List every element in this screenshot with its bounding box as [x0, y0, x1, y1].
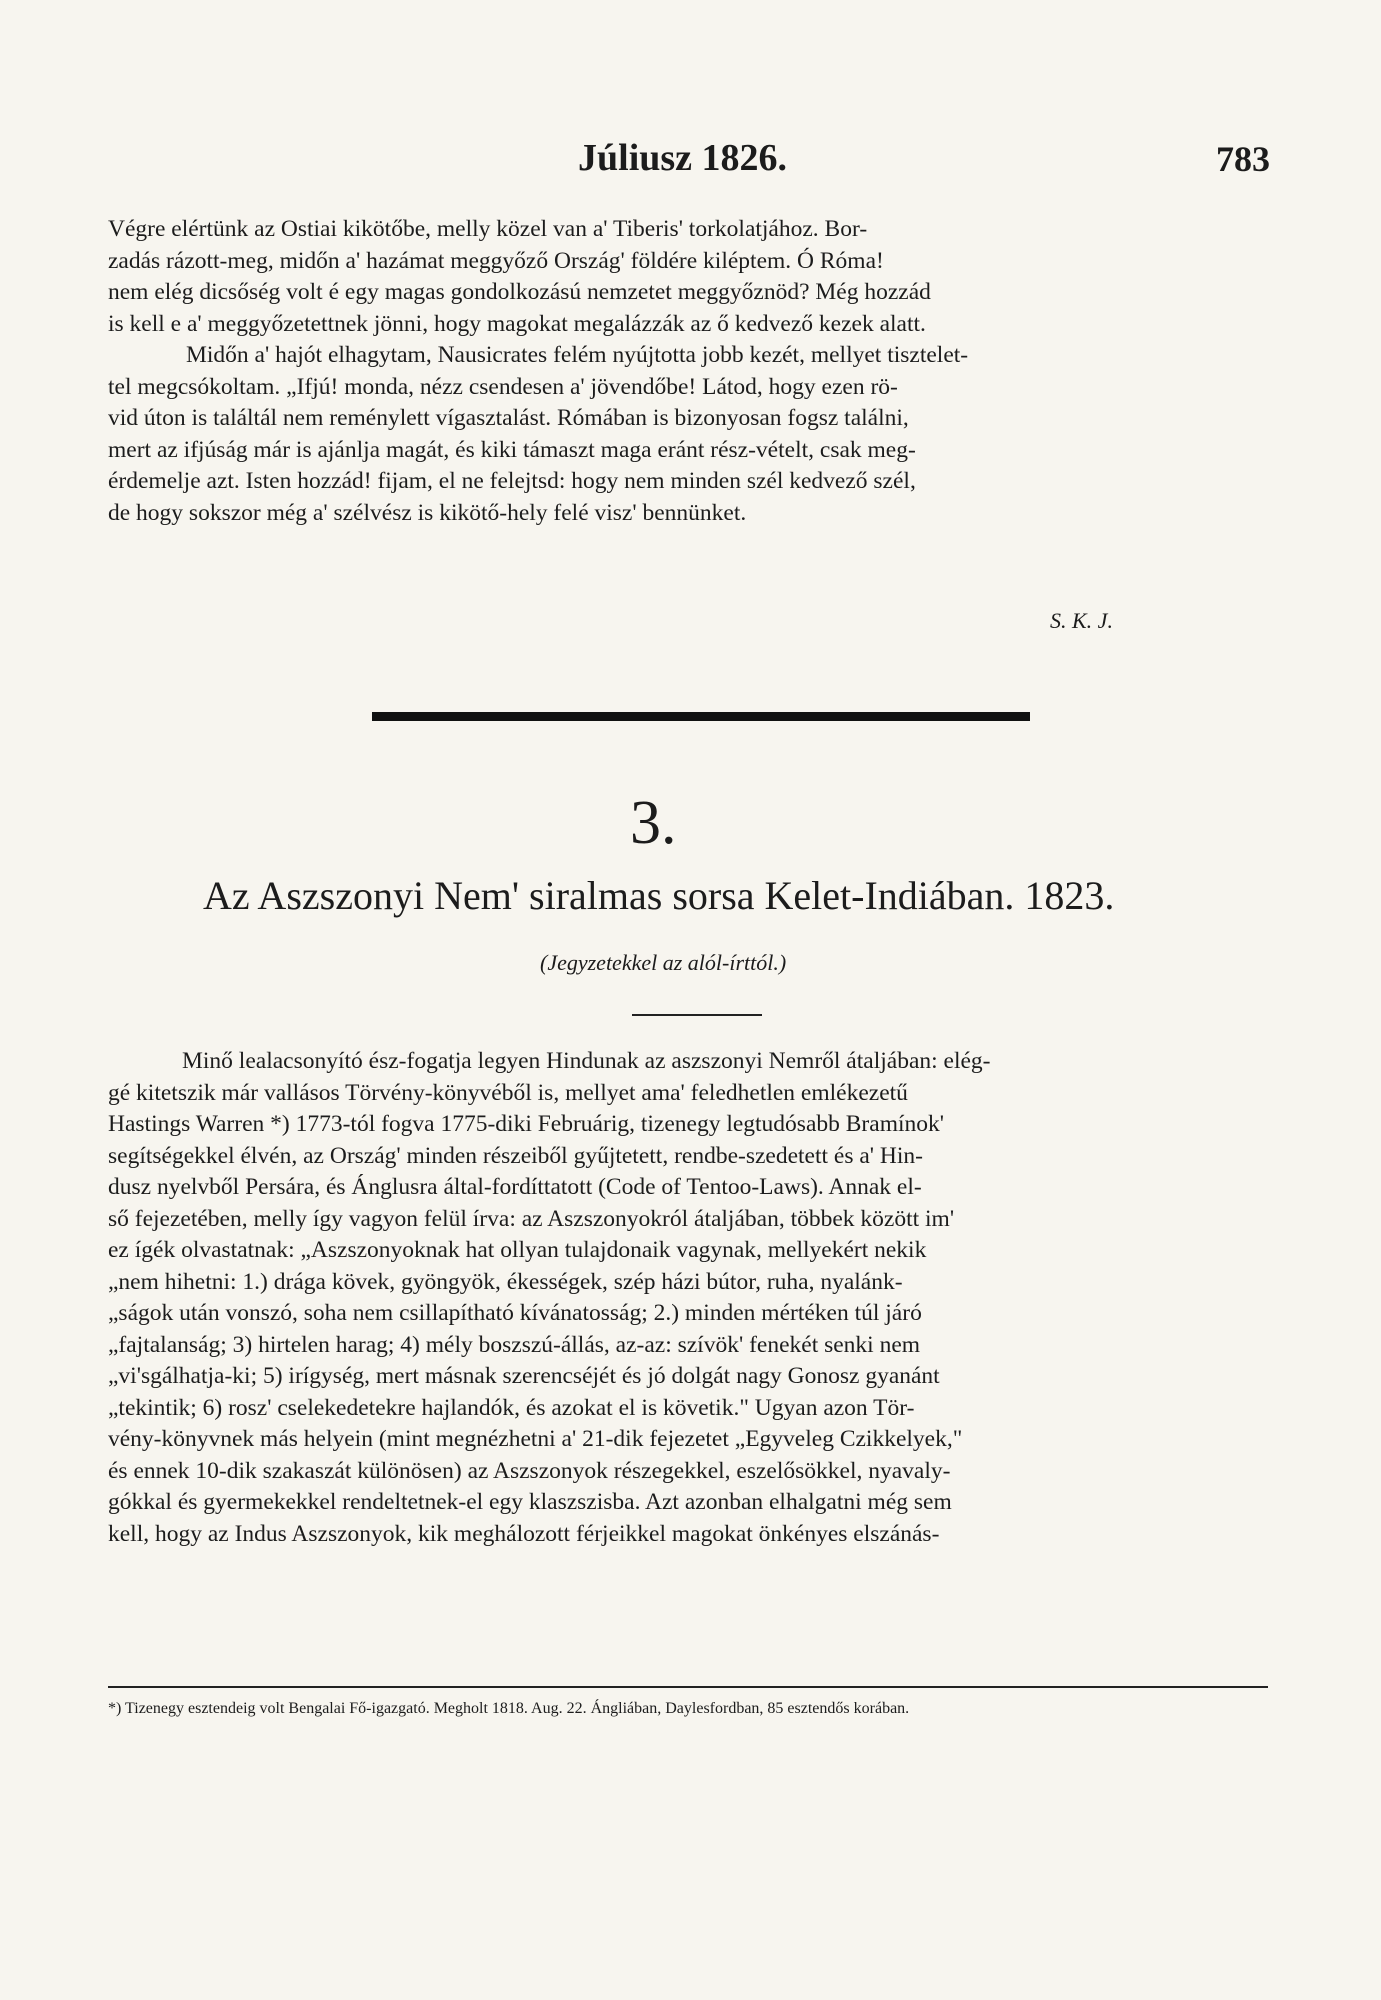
- text-line: gé kitetszik már vallásos Törvény-könyvéből is, mellyet ama' feledhetlen emlékezetű: [108, 1079, 908, 1106]
- section-divider: [372, 712, 1030, 721]
- text-line: tel megcsókoltam. „Ifjú! monda, nézz csendesen a' jövendőbe! Látod, hogy ezen rö-: [108, 373, 898, 400]
- text-line: ső fejezetében, melly így vagyon felül írva: az Aszszonyokról átaljában, többek között im': [108, 1205, 955, 1232]
- text-line: kell, hogy az Indus Aszszonyok, kik meghálozott férjeikkel magokat önkényes elszánás-: [108, 1520, 940, 1547]
- text-line: Midőn a' hajót elhagytam, Nausicrates felém nyújtotta jobb kezét, mellyet tisztelet-: [186, 342, 969, 368]
- text-line: „nem hihetni: 1.) drága kövek, gyöngyök, ékességek, szép házi bútor, ruha, nyalánk-: [108, 1268, 903, 1295]
- author-signature: S. K. J.: [1050, 608, 1113, 633]
- text-line: és ennek 10-dik szakaszát különösen) az Aszszonyok részegekkel, eszelősökkel, nyavaly-: [108, 1457, 951, 1484]
- running-title: Júliusz 1826.: [578, 137, 788, 179]
- text-line: segítségekkel élvén, az Ország' minden részeiből gyűjtetett, rendbe-szedetett és a' Hin-: [108, 1142, 923, 1169]
- text-line: Hastings Warren *) 1773-tól fogva 1775-diki Februárig, tizenegy legtudósabb Bramínok': [108, 1111, 944, 1137]
- text-line: Minő lealacsonyító ész-fogatja legyen Hindunak az aszszonyi Nemről átaljában: elég-: [182, 1048, 991, 1074]
- article-paragraph: [108, 1046, 1268, 1550]
- text-line: Végre elértünk az Ostiai kikötőbe, melly közel van a' Tiberis' torkolatjához. Bor-: [108, 216, 868, 242]
- text-line: is kell e a' meggyőzetettnek jönni, hogy magokat megalázzák az ő kedvező kezek alatt.: [108, 310, 926, 337]
- previous-article-paragraph: [108, 214, 1268, 529]
- text-line: „vi'sgálhatja-ki; 5) irígység, mert másnak szerencséjét és jó dolgát nagy Gonosz gyanánt: [108, 1363, 940, 1389]
- text-line: nem elég dicsőség volt é egy magas gondolkozású nemzetet meggyőznöd? Még hozzád: [108, 279, 931, 305]
- text-line: ez ígék olvastatnak: „Aszszonyoknak hat ollyan tulajdonaik vagynak, mellyekért nekik: [108, 1237, 927, 1263]
- footnote: *) Tizenegy esztendeig volt Bengalai Fő-igazgató. Megholt 1818. Aug. 22. Ángliában, Daylesfordban, 85 esztendős korában.: [108, 1700, 910, 1717]
- article-subtitle: (Jegyzetekkel az alól-írttól.): [540, 950, 787, 975]
- text-line: dusz nyelvből Persára, és Ánglusra által-fordíttatott (Code of Tentoo-Laws). Annak el-: [108, 1174, 922, 1200]
- text-line: de hogy sokszor még a' szélvész is kikötő-hely felé visz' bennünket.: [108, 499, 747, 526]
- text-line: érdemelje azt. Isten hozzád! fijam, el ne felejtsd: hogy nem minden szél kedvező szél,: [108, 468, 916, 494]
- text-line: zadás rázott-meg, midőn a' hazámat meggyőző Ország' földére kiléptem. Ó Róma!: [108, 247, 884, 274]
- article-title: Az Aszszonyi Nem' siralmas sorsa Kelet-Indiában. 1823.: [203, 873, 1115, 918]
- text-line: „ságok után vonszó, soha nem csillapítható kívánatosság; 2.) minden mértéken túl járó: [108, 1300, 922, 1326]
- page-number: 783: [1216, 139, 1270, 179]
- page-header: [100, 136, 1270, 179]
- text-line: gókkal és gyermekekkel rendeltetnek-el egy klaszszisba. Azt azonban elhalgatni még sem: [108, 1489, 952, 1515]
- text-line: vid úton is találtál nem reménylett vígasztalást. Rómában is bizonyosan fogsz találni,: [108, 405, 909, 431]
- text-line: „fajtalanság; 3) hirtelen harag; 4) mély boszszú-állás, az-az: szívök' fenekét senki nem: [108, 1331, 921, 1358]
- text-line: mert az ifjúság már is ajánlja magát, és kiki támaszt maga eránt rész-vételt, csak meg-: [108, 436, 916, 463]
- text-line: vény-könyvnek más helyein (mint megnézhetni a' 21-dik fejezetet „Egyveleg Czikkelyek,": [108, 1426, 963, 1452]
- section-number: 3.: [630, 789, 677, 857]
- footnote-divider: [108, 1686, 1268, 1688]
- text-line: „tekintik; 6) rosz' cselekedetekre hajlandók, és azokat el is követik." Ugyan azon Tör-: [108, 1394, 915, 1421]
- title-underline: [632, 1014, 762, 1016]
